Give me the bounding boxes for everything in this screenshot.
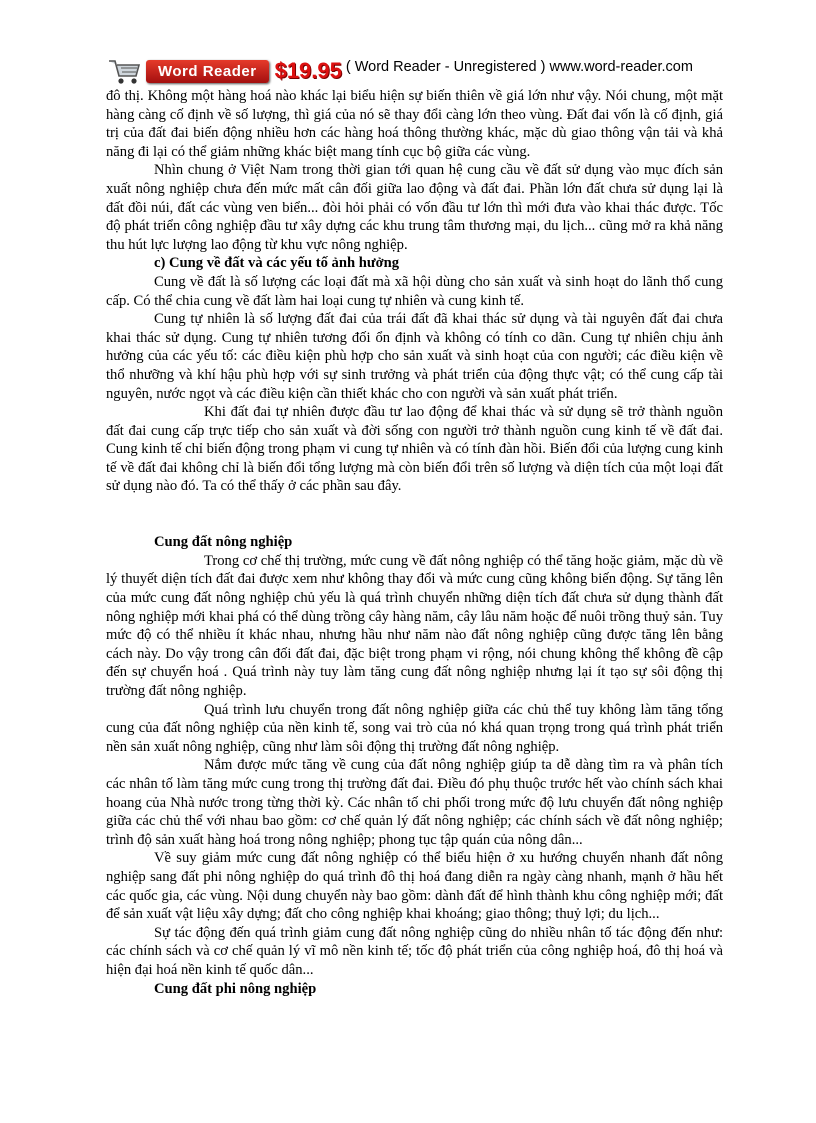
blank-line: [106, 496, 723, 515]
price-tag: $19.95: [274, 58, 342, 83]
body-paragraph: Về suy giảm mức cung đất nông nghiệp có thể biểu hiện ở xu hướng chuyển nhanh đất nông nghiệp sang đất phi nông nghiệp do quá trình đô thị hoá đang diễn ra ngày càng nhanh, mạnh ở hầu hết các quốc gia, các vùng. Nội dung chuyển này bao gồm: dành đất để hình thành khu công nghiệp mới; đất để sản xuất vật liệu xây dựng; đất cho công nghiệp khai khoáng; giao thông; thuỷ lợi; du lịch...: [106, 850, 723, 923]
section-heading: Cung đất nông nghiệp: [154, 534, 293, 551]
word-reader-banner: [108, 56, 693, 86]
body-paragraph: Trong cơ chế thị trường, mức cung về đất nông nghiệp có thể tăng hoặc giảm, mặc dù về lý thuyết diện tích đất đai được xem như không thay đổi và mức cung cũng không biến động. Sự tăng lên của mức cung đất nông nghiệp chủ yếu là quá trình chuyển những diện tích đất chưa sử dụng thành đất nông nghiệp mới khai phá có thể dùng trồng cây hàng năm, cây lâu năm hoặc để nuôi trồng thuỷ sản. Tuy mức độ có thể nhiều ít khác nhau, nhưng hầu như năm nào đất nông nghiệp cũng được tăng lên bằng cách này. Do vậy trong cân đối đất đai, đặc biệt trong phạm vi rộng, nói chung không thể không đề cập đến sự chuyển hoá . Quá trình này tuy làm tăng cung đất nông nghiệp nhưng lại ít tạo sự sôi động thị trường đất nông nghiệp.: [106, 552, 723, 699]
unregistered-notice: ( Word Reader - Unregistered ) www.word-reader.com: [345, 59, 693, 75]
body-paragraph: Khi đất đai tự nhiên được đầu tư lao động để khai thác và sử dụng sẽ trở thành nguồn đất đai cung cấp trực tiếp cho sản xuất và đời sống con người trở thành nguồn cung kinh tế về đất đai. Cung kinh tế chỉ biến động trong phạm vi cung tự nhiên và có tính đàn hồi. Biến đổi của lượng cung kinh tế về đất đai không chỉ là biến đổi tổng lượng mà còn biến đổi trên số lượng và diện tích của một loại đất sử dụng nào đó. Ta có thể thấy ở các phần sau đây.: [106, 404, 723, 495]
body-paragraph: đô thị. Không một hàng hoá nào khác lại biểu hiện sự biến thiên về giá lớn như vậy. Nói chung, một mặt hàng càng cố định về số lượng, thì giá của nó sẽ thay đổi càng lớn theo vùng. Đất đai vốn là cố định, giá trị của đất đai biến động nhiều hơn các hàng hoá thông thường khác, mặc dù giao thông vận tải và khả năng đi lại có thể giảm những khác biệt mang tính cục bộ giữa các vùng.: [106, 88, 723, 160]
body-paragraph: Nắm được mức tăng về cung của đất nông nghiệp giúp ta dễ dàng tìm ra và phân tích các nhân tố làm tăng mức cung trong thị trường đất đai. Điều đó phụ thuộc trước hết vào chính sách khai hoang của Nhà nước trong từng thời kỳ. Các nhân tố chi phối trong mức độ lưu chuyển đất nông nghiệp giữa các chủ thể với nhau bao gồm: cơ chế quản lý đất nông nghiệp; các chính sách về đất nông nghiệp; trình độ sản xuất hàng hoá trong nông nghiệp; phong tục tập quán của nông dân...: [106, 757, 723, 848]
word-reader-logo: Word Reader: [146, 60, 269, 83]
document-body: [106, 87, 723, 998]
blank-line: [106, 515, 723, 534]
shopping-cart-icon: [108, 57, 142, 85]
body-paragraph: Cung tự nhiên là số lượng đất đai của trái đất đã khai thác sử dụng và tài nguyên đất đai chưa khai thác sử dụng. Cung tự nhiên tương đối ổn định và không có tính co dãn. Cung tự nhiên chịu ảnh hưởng của các yếu tố: các điều kiện phù hợp cho sản xuất và sinh hoạt của con người; các điều kiện về thổ nhưỡng và khí hậu phù hợp với sự sinh trưởng và phát triển của động thực vật; có thể cung cấp tài nguyên, nước ngọt và các điều kiện cần thiết khác cho con người và sản xuất phát triển.: [106, 311, 723, 402]
body-paragraph: Sự tác động đến quá trình giảm cung đất nông nghiệp cũng do nhiều nhân tố tác động đến như: các chính sách và cơ chế quản lý vĩ mô nền kinh tế; tốc độ phát triển của công nghiệp hoá, đô thị hoá và hiện đại hoá nền kinh tế quốc dân...: [106, 924, 723, 978]
section-heading: c) Cung về đất và các yếu tố ảnh hưởng: [154, 255, 400, 272]
section-heading: Cung đất phi nông nghiệp: [154, 980, 317, 997]
body-paragraph: Nhìn chung ở Việt Nam trong thời gian tới quan hệ cung cầu về đất sử dụng vào mục đích sản xuất nông nghiệp chưa đến mức mất cân đối giữa lao động và đất đai. Phần lớn đất chưa sử dụng lại là đất đồi núi, đất các vùng ven biển... đòi hỏi phải có vốn đầu tư lớn thì mới đưa vào khai thác được. Tốc độ phát triển công nghiệp đầu tư xây dựng các khu trung tâm thương mại, du lịch... cũng mở ra khả năng thu hút lực lượng lao động từ khu vực nông nghiệp.: [106, 162, 723, 253]
body-paragraph: Cung về đất là số lượng các loại đất mà xã hội dùng cho sản xuất và sinh hoạt do lãnh thổ cung cấp. Có thể chia cung về đất làm hai loại cung tự nhiên và cung kinh tế.: [106, 273, 723, 309]
body-paragraph: Quá trình lưu chuyển trong đất nông nghiệp giữa các chủ thể tuy không làm tăng tổng cung của đất nông nghiệp của nền kinh tế, song vai trò của nó khá quan trọng trong quá trình phát triển nền sản xuất nông nghiệp, cũng như làm sôi động thị trường đất nông nghiệp.: [106, 701, 723, 755]
